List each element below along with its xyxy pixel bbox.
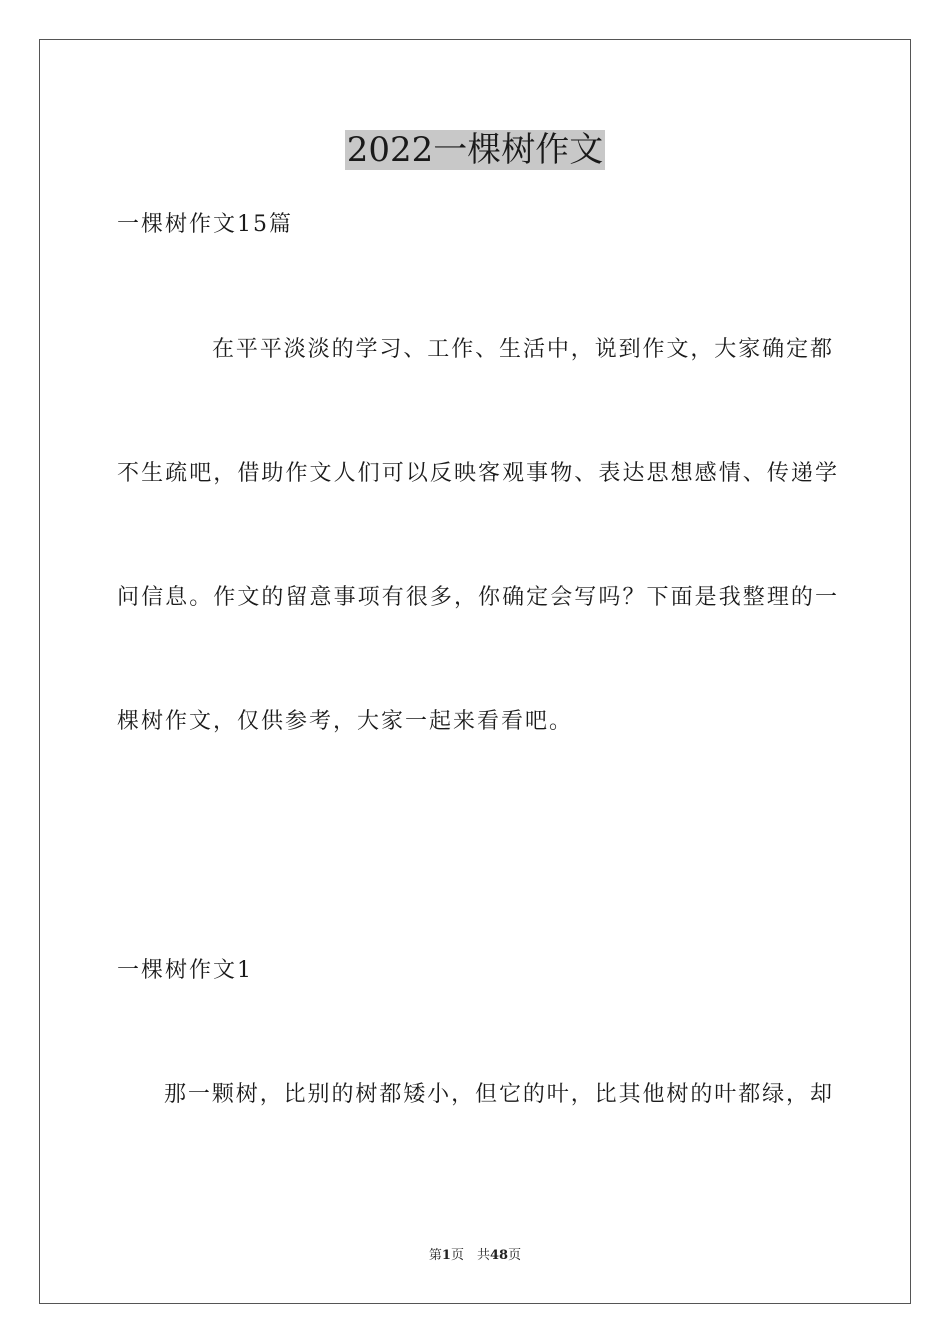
document-title-text: 2022一棵树作文 xyxy=(346,130,604,170)
footer-page-suffix: 页 xyxy=(508,1248,522,1263)
intro-paragraph-line: 棵树作文，仅供参考，大家一起来看看吧。 xyxy=(117,709,574,734)
footer-page-mid: 页 共 xyxy=(450,1248,490,1263)
footer-page-current: 1 xyxy=(441,1248,451,1263)
section-paragraph-line: 那一颗树，比别的树都矮小，但它的叶，比其他树的叶都绿，却 xyxy=(164,1082,832,1107)
document-subtitle: 一棵树作文15篇 xyxy=(117,212,293,237)
document-title xyxy=(0,128,950,172)
footer-page-prefix: 第 xyxy=(428,1248,442,1263)
intro-paragraph-line: 不生疏吧，借助作文人们可以反映客观事物、表达思想感情、传递学 xyxy=(117,461,837,486)
footer-page-total: 48 xyxy=(489,1248,509,1263)
intro-paragraph-line: 问信息。作文的留意事项有很多，你确定会写吗？下面是我整理的一 xyxy=(117,585,837,610)
intro-paragraph-line: 在平平淡淡的学习、工作、生活中，说到作文，大家确定都 xyxy=(212,337,832,362)
page-footer xyxy=(0,1247,950,1265)
section-heading: 一棵树作文1 xyxy=(117,958,253,983)
